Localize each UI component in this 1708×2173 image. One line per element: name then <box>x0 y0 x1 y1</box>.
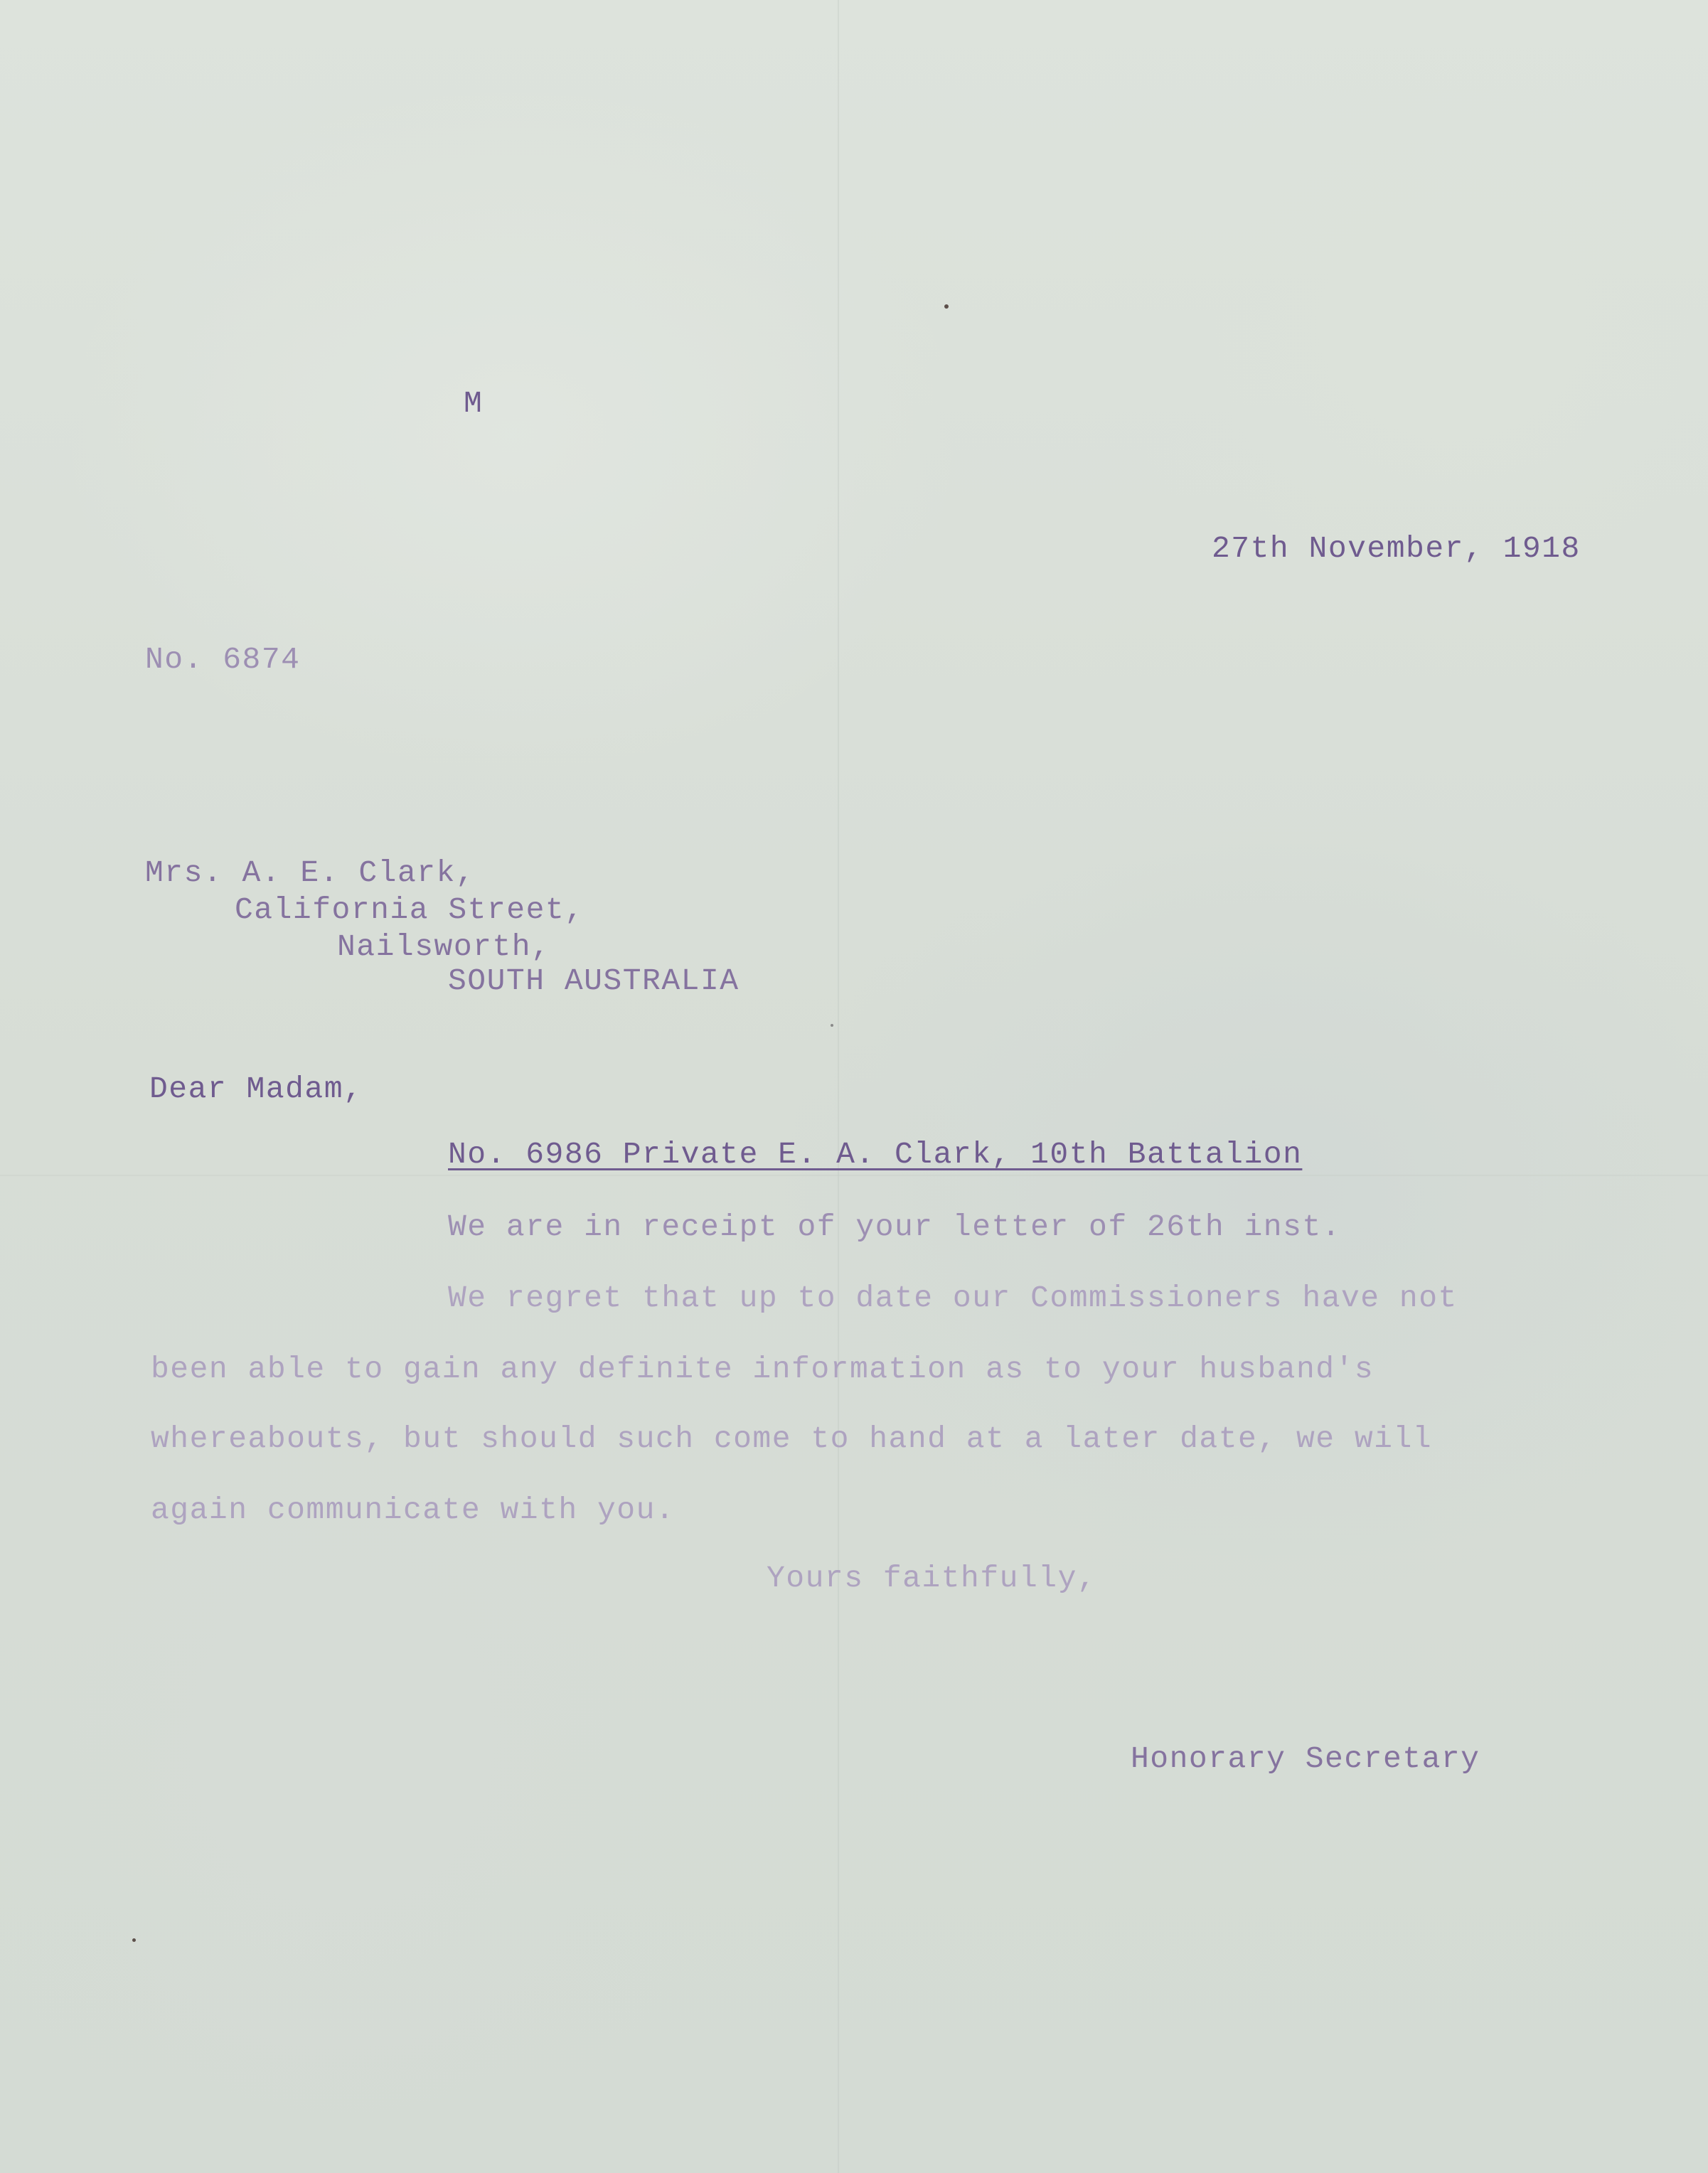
recipient-name: Mrs. A. E. Clark, <box>145 855 476 890</box>
paper-fold-vertical <box>838 0 839 2173</box>
salutation: Dear Madam, <box>149 1072 363 1106</box>
body-paragraph-2-line-2: been able to gain any definite information as to your husband's <box>151 1352 1375 1387</box>
recipient-state: SOUTH AUSTRALIA <box>448 963 740 998</box>
closing: Yours faithfully, <box>767 1561 1097 1596</box>
reference-number: No. 6874 <box>145 642 301 677</box>
paper-speck <box>831 1024 833 1027</box>
body-paragraph-2-line-4: again communicate with you. <box>151 1493 676 1527</box>
recipient-suburb: Nailsworth, <box>337 929 551 964</box>
body-paragraph-2-line-3: whereabouts, but should such come to hand at a later date, we will <box>151 1421 1433 1456</box>
recipient-street: California Street, <box>235 892 585 927</box>
letter-date: 27th November, 1918 <box>1212 531 1581 566</box>
paper-fold-horizontal <box>0 1175 1708 1176</box>
paper-speck <box>944 304 949 309</box>
letter-initial: M <box>464 386 484 421</box>
signature-title: Honorary Secretary <box>1131 1741 1480 1776</box>
body-paragraph-1: We are in receipt of your letter of 26th inst. <box>448 1210 1341 1244</box>
subject-line: No. 6986 Private E. A. Clark, 10th Battalion <box>448 1137 1303 1172</box>
paper-speck <box>132 1938 136 1942</box>
body-paragraph-2-line-1: We regret that up to date our Commissioners have not <box>448 1281 1458 1315</box>
